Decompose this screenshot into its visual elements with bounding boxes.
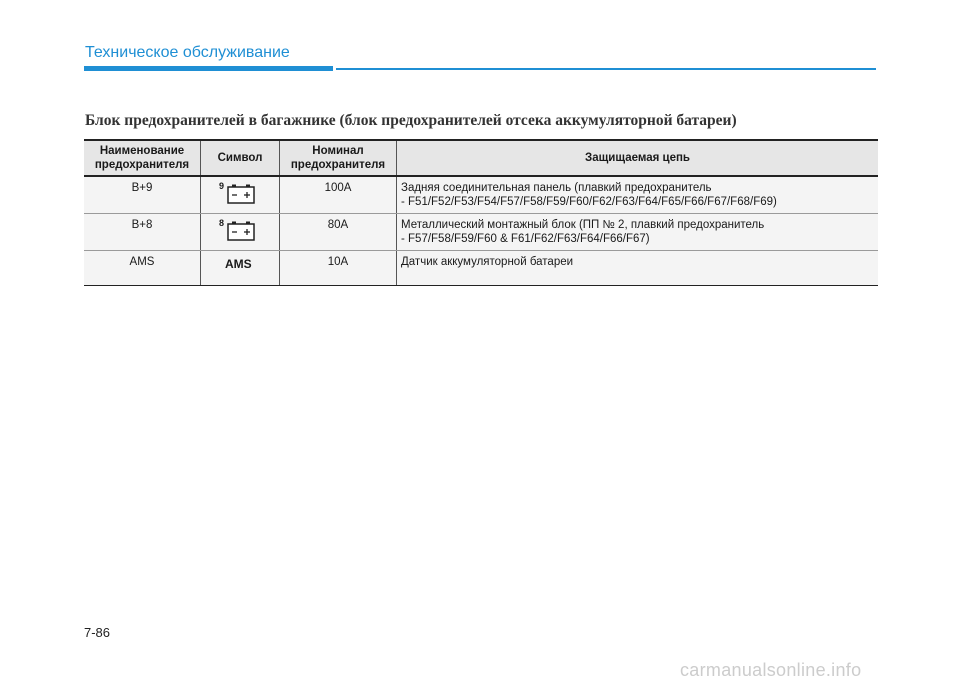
circuit-line: - F57/F58/F59/F60 & F61/F62/F63/F64/F66/F67) (401, 233, 650, 245)
fuse-symbol (201, 251, 280, 286)
section-title: Блок предохранителей в багажнике (блок предохранителей отсека аккумуляторной батареи) (85, 112, 737, 129)
column-header-name: Наименование предохранителя (84, 140, 201, 176)
fuse-name: B+8 (84, 214, 201, 251)
fuse-circuit (397, 251, 879, 286)
fuse-symbol-number: 8 (219, 218, 225, 228)
column-header-rating: Номинал предохранителя (280, 140, 397, 176)
fuse-rating: 80A (280, 214, 397, 251)
fuse-symbol (201, 176, 280, 214)
column-header-circuit: Защищаемая цепь (397, 140, 879, 176)
fuse-symbol (201, 214, 280, 251)
fuse-name: AMS (84, 251, 201, 286)
table-row (84, 176, 878, 214)
circuit-line: Задняя соединительная панель (плавкий предохранитель (401, 182, 712, 194)
fuse-name: B+9 (84, 176, 201, 214)
ams-symbol-label: AMS (225, 257, 252, 271)
battery-icon (227, 184, 255, 204)
table-row (84, 251, 878, 286)
fuse-rating: 10A (280, 251, 397, 286)
header-accent-bar (84, 66, 333, 71)
fuse-rating: 100A (280, 176, 397, 214)
circuit-line: Датчик аккумуляторной батареи (401, 256, 574, 268)
header-rule (336, 68, 876, 70)
fuse-circuit (397, 176, 879, 214)
circuit-line: - F51/F52/F53/F54/F57/F58/F59/F60/F62/F63/F64/F65/F66/F67/F68/F69) (401, 196, 777, 208)
battery-icon (227, 221, 255, 241)
circuit-line: Металлический монтажный блок (ПП № 2, плавкий предохранитель (401, 219, 765, 231)
page-number: 7-86 (84, 625, 111, 640)
fuse-circuit (397, 214, 879, 251)
column-header-symbol: Символ (201, 140, 280, 176)
watermark: carmanualsonline.info (680, 660, 862, 680)
fuse-table (84, 139, 878, 286)
table-row (84, 214, 878, 251)
table-header-row (84, 140, 878, 176)
fuse-symbol-number: 9 (219, 181, 225, 191)
chapter-title: Техническое обслуживание (85, 44, 290, 61)
